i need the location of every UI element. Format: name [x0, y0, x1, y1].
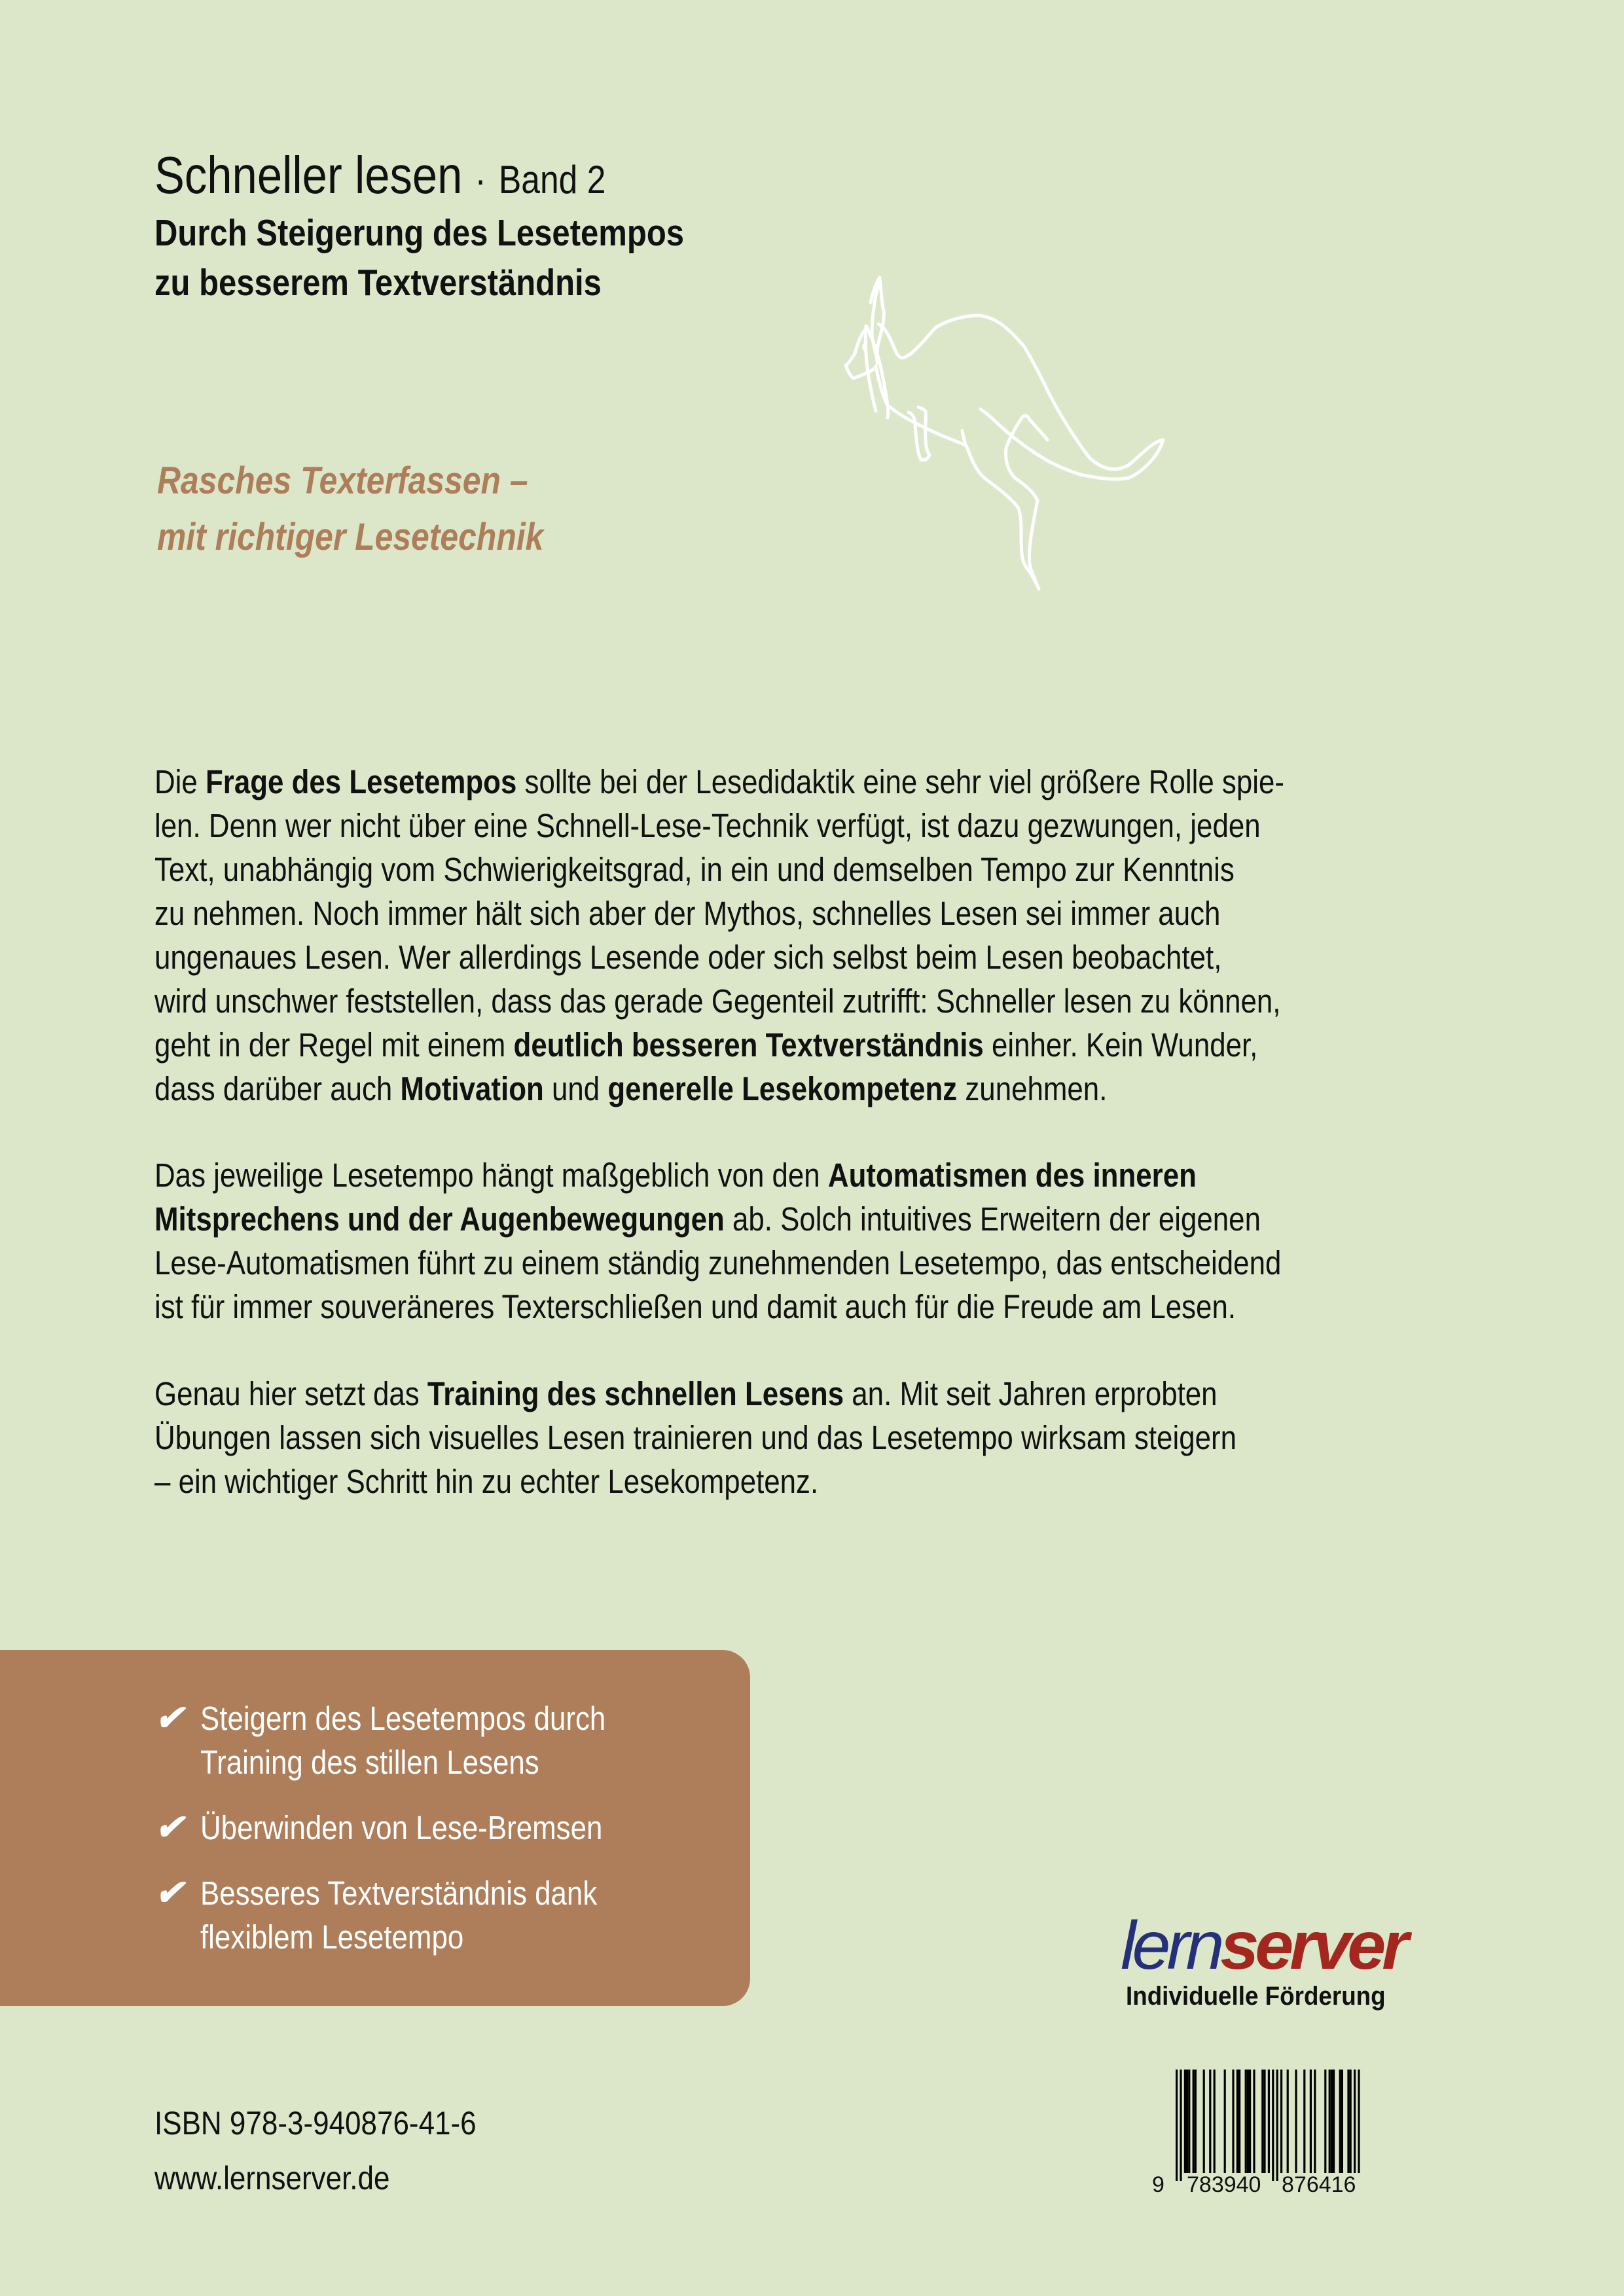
body-text: Genau hier setzt das [154, 1375, 427, 1412]
body-text: Übungen lassen sich visuelles Lesen trainieren und das Lesetempo wirksam steigern [154, 1419, 1236, 1456]
publisher-logo [1121, 1910, 1422, 2021]
barcode-digit-group: 783940 [1187, 2172, 1261, 2197]
series-title-text: Schneller lesen [154, 146, 463, 204]
kangaroo-belly [890, 407, 965, 445]
barcode-bar [1214, 2070, 1216, 2173]
paragraph-1 [154, 760, 1471, 1111]
body-text: Lese-Automatismen führt zu einem ständig zunehmenden Lesetempo, das entscheidend [154, 1244, 1282, 1282]
barcode-bar [1180, 2070, 1182, 2181]
kangaroo-arm [909, 407, 929, 460]
series-title [154, 143, 605, 213]
barcode-digit-group: 876416 [1282, 2172, 1356, 2197]
paragraph-line [154, 1285, 1471, 1329]
body-text: Das jeweilige Lesetempo hängt maßgeblich von den [154, 1157, 828, 1194]
body-text: an. Mit seit Jahren erprobten [844, 1375, 1218, 1412]
body-text: zu nehmen. Noch immer hält sich aber der Mythos, schnelles Lesen sei immer auch [154, 895, 1221, 932]
barcode-bar [1253, 2070, 1255, 2173]
barcode-bar [1350, 2070, 1352, 2173]
barcode-digit-group: 9 [1152, 2172, 1164, 2197]
body-text: len. Denn wer nicht über eine Schnell-Lese-Technik verfügt, ist dazu gezwungen, jeden [154, 807, 1261, 844]
benefit-line: flexiblem Lesetempo [200, 1918, 464, 1956]
barcode-bar [1188, 2070, 1190, 2173]
barcode-bar [1193, 2070, 1195, 2173]
band-number: Band 2 [498, 158, 606, 202]
emphasis-text: Frage des Lesetempos [206, 763, 517, 800]
body-text: dass darüber auch [154, 1070, 401, 1107]
kangaroo-icon [838, 262, 1558, 687]
paragraph-line [154, 1241, 1471, 1285]
paragraph-line [154, 891, 1471, 935]
barcode-bar [1263, 2070, 1265, 2173]
barcode-bar [1176, 2070, 1178, 2181]
body-text: Text, unabhängig vom Schwierigkeitsgrad, in ein und demselben Tempo zur Kenntnis [154, 851, 1235, 888]
paragraph-line [154, 1153, 1471, 1197]
body-text: ungenaues Lesen. Wer allerdings Lesende oder sich selbst beim Lesen beobachtet, [154, 939, 1222, 976]
paragraph-line [154, 760, 1471, 804]
barcode-bar [1354, 2070, 1356, 2173]
barcode-bar [1184, 2070, 1186, 2173]
benefit-line: Überwinden von Lese-Bremsen [200, 1809, 603, 1846]
subtitle-line: zu besserem Textverständnis [154, 262, 602, 304]
barcode-bar [1347, 2070, 1349, 2173]
benefit-line: Training des stillen Lesens [200, 1744, 539, 1781]
body-text: wird unschwer feststellen, dass das gerade Gegenteil zutrifft: Schneller lesen zu können, [154, 982, 1281, 1020]
barcode-bar [1224, 2070, 1226, 2173]
body-text: geht in der Regel mit einem [154, 1026, 514, 1064]
paragraph-line [154, 1372, 1471, 1416]
barcode-bar [1203, 2070, 1205, 2173]
logo-part-lern: lern [1121, 1908, 1221, 1984]
paragraph-line [154, 1067, 1471, 1111]
paragraph-line [154, 1416, 1471, 1460]
subtitle-line: Durch Steigerung des Lesetempos [154, 212, 685, 254]
paragraph-3 [154, 1372, 1471, 1503]
barcode-bar [1324, 2070, 1326, 2173]
body-text: einher. Kein Wunder, [983, 1026, 1258, 1064]
body-text: ab. Solch intuitives Erweitern der eigenen [724, 1200, 1261, 1238]
barcode-bar [1329, 2070, 1331, 2173]
checkmark-icon: ✔ [154, 1873, 185, 1912]
body-text: Die [154, 763, 206, 800]
barcode-bar [1247, 2070, 1249, 2173]
barcode-bar [1245, 2070, 1247, 2173]
paragraph-line [154, 1197, 1471, 1241]
barcode-bar [1249, 2070, 1251, 2173]
benefit-line: Besseres Textverständnis dank [200, 1874, 598, 1912]
body-text: sollte bei der Lesedidaktik eine sehr viel größere Rolle spie- [516, 763, 1284, 800]
emphasis-text: Mitsprechens und der Augenbewegungen [154, 1200, 725, 1238]
isbn: ISBN 978-3-940876-41-6 [154, 2105, 477, 2142]
barcode-bar [1358, 2070, 1360, 2173]
barcode-bar [1272, 2070, 1274, 2181]
body-text: ist für immer souveräneres Texterschließen und damit auch für die Freude am Lesen. [154, 1288, 1236, 1325]
logo-tagline: Individuelle Förderung [1126, 1982, 1386, 2011]
paragraph-line [154, 935, 1471, 979]
paragraph-line [154, 979, 1471, 1023]
barcode-bar [1339, 2070, 1341, 2173]
barcode-bar [1341, 2070, 1343, 2173]
barcode-bar [1295, 2070, 1297, 2173]
barcode-bar [1310, 2070, 1312, 2173]
barcode-bar [1280, 2070, 1282, 2173]
barcode-bar [1236, 2070, 1238, 2173]
barcode [1152, 2062, 1368, 2199]
body-text: zunehmen. [957, 1070, 1108, 1107]
paragraph-2 [154, 1153, 1471, 1329]
series-separator: · [475, 158, 486, 202]
barcode-bar [1276, 2070, 1278, 2181]
kangaroo-hind-leg [962, 416, 1047, 589]
barcode-bar [1261, 2070, 1263, 2173]
barcode-bar [1333, 2070, 1335, 2173]
website-link[interactable]: www.lernserver.de [154, 2160, 390, 2197]
logo-wordmark [1121, 1910, 1405, 1982]
tagline-line: Rasches Texterfassen – [157, 459, 528, 502]
paragraph-line [154, 1460, 1471, 1503]
paragraph-line [154, 1023, 1471, 1067]
barcode-bar [1195, 2070, 1197, 2173]
checkmark-icon: ✔ [154, 1698, 185, 1738]
kangaroo-eye [862, 343, 867, 351]
body-text: – ein wichtiger Schritt hin zu echter Lesekompetenz. [154, 1463, 819, 1500]
barcode-bar [1186, 2070, 1188, 2173]
barcode-bar [1232, 2070, 1234, 2173]
paragraph-line [154, 848, 1471, 891]
subtitle [154, 208, 684, 308]
paragraph-line [154, 804, 1471, 848]
barcode-bar [1303, 2070, 1305, 2173]
barcode-bar [1314, 2070, 1316, 2173]
barcode-bar [1209, 2070, 1211, 2173]
body-text: und [543, 1070, 608, 1107]
emphasis-text: Motivation [400, 1070, 544, 1107]
emphasis-text: Automatismen des inneren [827, 1157, 1197, 1194]
barcode-bar [1331, 2070, 1333, 2173]
emphasis-text: deutlich besseren Textverständnis [513, 1026, 984, 1064]
tagline-line: mit richtiger Lesetechnik [157, 516, 544, 558]
barcode-bar [1268, 2070, 1270, 2173]
emphasis-text: generelle Lesekompetenz [607, 1070, 958, 1107]
logo-part-server: server [1220, 1908, 1405, 1984]
kangaroo-back [878, 315, 1163, 469]
checkmark-icon: ✔ [154, 1808, 185, 1847]
emphasis-text: Training des schnellen Lesens [427, 1375, 844, 1412]
benefit-line: Steigern des Lesetempos durch [200, 1700, 606, 1737]
barcode-bar [1287, 2070, 1289, 2173]
tagline [157, 453, 543, 565]
barcode-bar [1238, 2070, 1240, 2173]
